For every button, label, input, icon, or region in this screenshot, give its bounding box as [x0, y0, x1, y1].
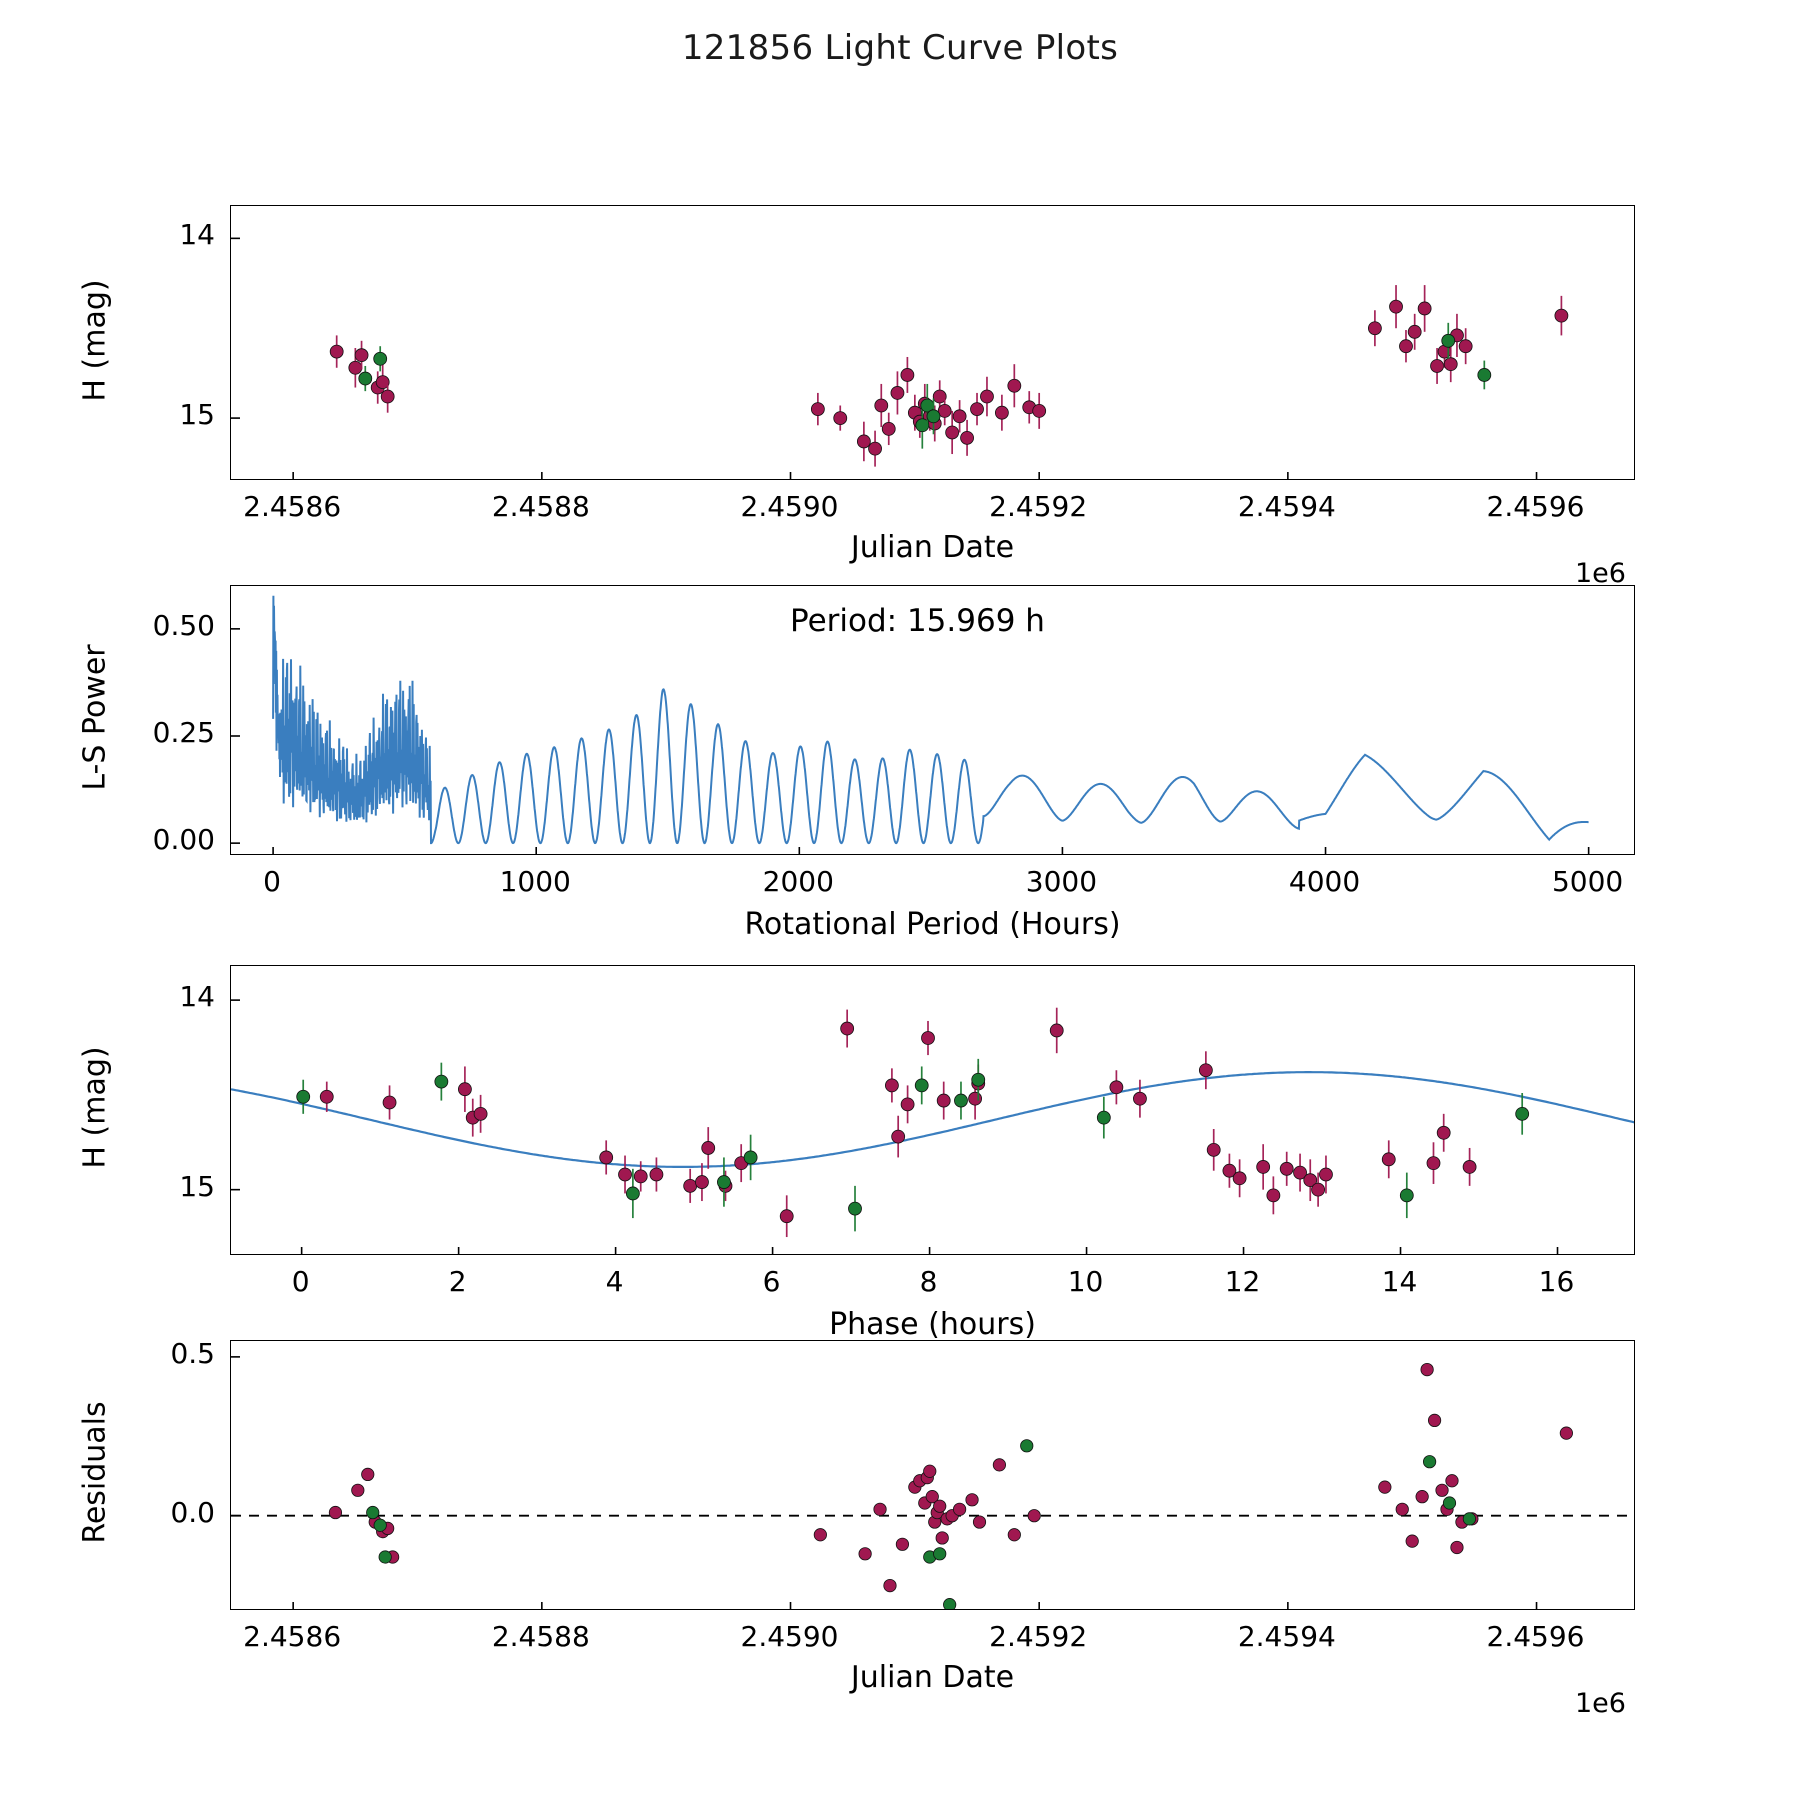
data-point — [934, 1548, 946, 1560]
residuals-x-offset: 1e6 — [1575, 1688, 1626, 1719]
xtick-label: 2.4590 — [740, 490, 839, 523]
data-point — [374, 1519, 386, 1531]
data-point — [744, 1151, 757, 1164]
data-point — [1444, 358, 1457, 371]
data-point — [943, 1598, 955, 1610]
lightcurve-axes — [230, 205, 1635, 480]
panel-phased — [230, 965, 1635, 1255]
data-point — [936, 1532, 948, 1544]
data-point — [1406, 1535, 1418, 1547]
data-point — [885, 1079, 898, 1092]
data-point — [922, 1032, 935, 1045]
data-point — [1207, 1143, 1220, 1156]
data-point — [1233, 1172, 1246, 1185]
data-point — [859, 1548, 871, 1560]
data-point — [355, 349, 368, 362]
residuals-plot-area — [231, 1341, 1635, 1610]
data-point — [874, 1503, 886, 1515]
ytick-label: 0.50 — [152, 608, 215, 642]
data-point — [891, 386, 904, 399]
xtick-label: 2.4588 — [491, 490, 590, 523]
data-point — [1399, 340, 1412, 353]
data-point — [875, 399, 888, 412]
data-point — [383, 1096, 396, 1109]
lightcurve-xlabel: Julian Date — [850, 530, 1015, 565]
residuals-xlabel: Julian Date — [850, 1660, 1015, 1695]
xtick-label: 2000 — [762, 865, 834, 898]
phased-xlabel: Phase (hours) — [829, 1307, 1036, 1342]
xtick-label: 2.4590 — [740, 1620, 839, 1653]
data-point — [634, 1170, 647, 1183]
data-point — [1437, 1126, 1450, 1139]
xtick-label: 2.4588 — [491, 1620, 590, 1653]
data-point — [1442, 334, 1455, 347]
xtick-label: 2.4596 — [1486, 490, 1585, 523]
xtick-label: 2.4596 — [1486, 1620, 1585, 1653]
ytick-label: 0.25 — [152, 716, 215, 749]
data-point — [1097, 1111, 1110, 1124]
data-point — [320, 1090, 333, 1103]
data-point — [1431, 359, 1444, 372]
data-point — [1280, 1162, 1293, 1175]
data-point — [882, 422, 895, 435]
data-point — [381, 390, 394, 403]
phased-axes — [230, 965, 1635, 1255]
data-point — [1368, 322, 1381, 335]
data-point — [841, 1022, 854, 1035]
residuals-axes — [230, 1340, 1635, 1610]
panel-residuals — [230, 1340, 1635, 1610]
data-point — [379, 1551, 391, 1563]
data-point — [684, 1179, 697, 1192]
xtick-label: 2.4586 — [243, 490, 342, 523]
data-point — [953, 410, 966, 423]
xtick-label: 8 — [919, 1265, 938, 1298]
data-point — [1463, 1513, 1475, 1525]
data-point — [1459, 340, 1472, 353]
xtick-label: 1000 — [499, 865, 571, 898]
ytick-label: 14 — [179, 980, 215, 1014]
data-point — [1050, 1024, 1063, 1037]
data-point — [374, 352, 387, 365]
data-point — [650, 1168, 663, 1181]
data-point — [973, 1516, 985, 1528]
data-point — [927, 410, 940, 423]
data-point — [1478, 368, 1491, 381]
data-point — [954, 1094, 967, 1107]
xtick-label: 0 — [291, 1265, 310, 1298]
data-point — [474, 1107, 487, 1120]
data-point — [901, 368, 914, 381]
xtick-label: 3000 — [1025, 865, 1098, 898]
residuals-ylabel: Residuals — [77, 1401, 113, 1544]
xtick-label: 10 — [1067, 1265, 1104, 1298]
data-point — [1312, 1183, 1325, 1196]
ytick-label: 0.5 — [170, 1336, 215, 1370]
data-point — [1319, 1168, 1332, 1181]
data-point — [946, 426, 959, 439]
data-point — [811, 403, 824, 416]
data-point — [834, 412, 847, 425]
data-point — [352, 1484, 364, 1496]
data-point — [969, 1092, 982, 1105]
data-point — [1560, 1427, 1572, 1439]
xtick-label: 4000 — [1288, 865, 1361, 898]
data-point — [1033, 404, 1046, 417]
data-point — [966, 1494, 978, 1506]
xtick-label: 6 — [762, 1265, 781, 1298]
xtick-label: 5000 — [1551, 865, 1624, 898]
data-point — [1463, 1160, 1476, 1173]
data-point — [330, 345, 343, 358]
data-point — [1418, 302, 1431, 315]
data-point — [934, 1500, 946, 1512]
xtick-label: 0 — [263, 865, 281, 898]
xtick-label: 2.4594 — [1237, 490, 1336, 523]
data-point — [993, 1459, 1005, 1471]
data-point — [924, 1465, 936, 1477]
data-point — [367, 1506, 379, 1518]
xtick-label: 4 — [605, 1265, 624, 1298]
phased-ylabel: H (mag) — [77, 1046, 113, 1169]
data-point — [901, 1098, 914, 1111]
xtick-label: 2.4594 — [1237, 1620, 1336, 1653]
data-point — [1267, 1189, 1280, 1202]
panel-lightcurve — [230, 205, 1635, 480]
data-point — [961, 431, 974, 444]
data-point — [896, 1538, 908, 1550]
data-point — [971, 403, 984, 416]
data-point — [980, 390, 993, 403]
data-point — [349, 361, 362, 374]
data-point — [915, 1079, 928, 1092]
data-point — [814, 1529, 826, 1541]
data-point — [995, 406, 1008, 419]
ytick-label: 15 — [179, 398, 215, 432]
data-point — [1379, 1481, 1391, 1493]
data-point — [953, 1503, 965, 1515]
data-point — [1436, 1484, 1448, 1496]
data-point — [1008, 1529, 1020, 1541]
data-point — [1110, 1081, 1123, 1094]
data-point — [1133, 1092, 1146, 1105]
data-point — [1008, 379, 1021, 392]
data-point — [1396, 1503, 1408, 1515]
data-point — [857, 435, 870, 448]
xtick-label: 2.4592 — [989, 490, 1088, 523]
data-point — [1199, 1064, 1212, 1077]
data-point — [297, 1090, 310, 1103]
data-point — [600, 1151, 613, 1164]
data-point — [1451, 1541, 1463, 1553]
xtick-label: 16 — [1538, 1265, 1575, 1298]
data-point — [849, 1202, 862, 1215]
ytick-label: 14 — [179, 218, 215, 252]
xtick-label: 12 — [1224, 1265, 1261, 1298]
ytick-label: 0.00 — [152, 823, 215, 857]
data-point — [1516, 1107, 1529, 1120]
data-point — [359, 372, 372, 385]
data-point — [329, 1506, 341, 1518]
data-point — [972, 1073, 985, 1086]
periodogram-xlabel: Rotational Period (Hours) — [744, 907, 1121, 942]
data-point — [892, 1130, 905, 1143]
lightcurve-plot-area — [231, 206, 1635, 480]
xtick-label: 2.4586 — [243, 1620, 342, 1653]
data-point — [1390, 300, 1403, 313]
data-point — [1257, 1160, 1270, 1173]
data-point — [1400, 1189, 1413, 1202]
data-point — [780, 1210, 793, 1223]
data-point — [1443, 1497, 1455, 1509]
data-point — [1555, 309, 1568, 322]
xtick-label: 2.4592 — [989, 1620, 1088, 1653]
data-point — [435, 1075, 448, 1088]
data-point — [458, 1083, 471, 1096]
xtick-label: 14 — [1381, 1265, 1418, 1298]
data-point — [1028, 1510, 1040, 1522]
data-point — [717, 1176, 730, 1189]
data-point — [1428, 1414, 1440, 1426]
lightcurve-x-offset: 1e6 — [1575, 558, 1626, 589]
data-point — [626, 1187, 639, 1200]
data-point — [869, 442, 882, 455]
ytick-label: 0.0 — [170, 1495, 215, 1529]
data-point — [1021, 1440, 1033, 1452]
data-point — [884, 1579, 896, 1591]
data-point — [1423, 1456, 1435, 1468]
figure-title: 121856 Light Curve Plots — [681, 28, 1119, 68]
phased-plot-area — [231, 966, 1635, 1255]
data-point — [1421, 1363, 1433, 1375]
data-point — [1446, 1475, 1458, 1487]
data-point — [1416, 1490, 1428, 1502]
data-point — [1382, 1153, 1395, 1166]
ytick-label: 15 — [179, 1169, 215, 1203]
data-point — [702, 1141, 715, 1154]
period-annotation: Period: 15.969 h — [790, 603, 1045, 639]
data-point — [362, 1468, 374, 1480]
data-point — [1408, 325, 1421, 338]
lightcurve-ylabel: H (mag) — [77, 278, 113, 402]
data-point — [619, 1168, 632, 1181]
data-point — [695, 1176, 708, 1189]
data-point — [937, 1094, 950, 1107]
xtick-label: 2 — [448, 1265, 467, 1298]
data-point — [1427, 1157, 1440, 1170]
periodogram-ylabel: L-S Power — [77, 644, 113, 791]
